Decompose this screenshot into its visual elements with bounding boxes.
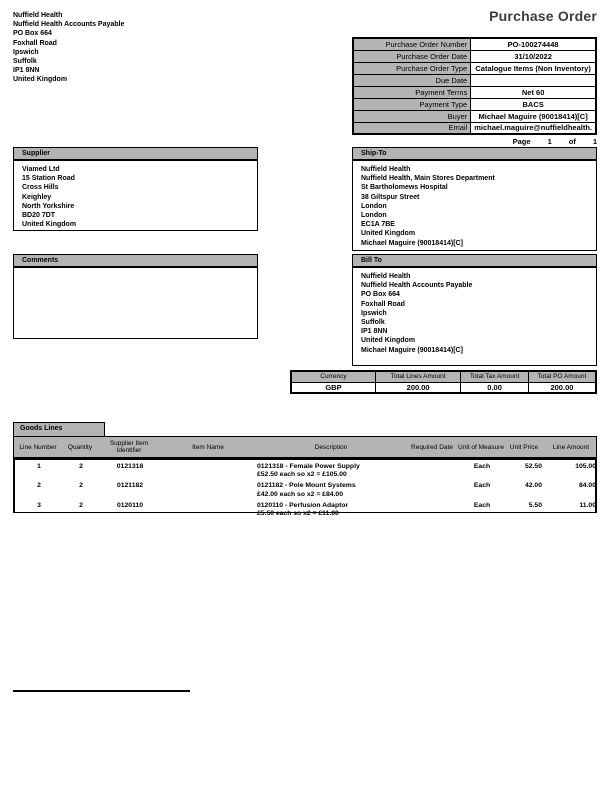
sender-address-line: Nuffield Health <box>13 12 63 19</box>
cell-supplier-item: 0120110 <box>116 501 144 509</box>
table-row <box>353 110 596 122</box>
description-line-2: £52.50 each so x2 = £105.00 <box>257 471 347 479</box>
sender-address-line: Nuffield Health Accounts Payable <box>13 21 125 29</box>
cell-line-number: 2 <box>37 482 41 490</box>
bill-to-address-line: Ipswich <box>361 309 387 317</box>
totals-header-currency: Currency <box>291 371 375 382</box>
ship-to-address-line: Nuffield Health, Main Stores Department <box>361 175 495 183</box>
cell-line-number: 3 <box>37 501 41 509</box>
bill-to-address-line: IP1 8NN <box>361 328 388 336</box>
cell-quantity: 2 <box>79 463 83 470</box>
sender-address-line: United Kingdom <box>13 76 68 84</box>
order-info-value: PO-100274448 <box>471 38 596 50</box>
col-header-supplier-item: Supplier Item Identifier <box>109 440 149 454</box>
sender-address-block <box>13 11 124 85</box>
cell-description <box>257 463 407 479</box>
order-info-label: Purchase Order Type <box>353 62 471 74</box>
table-row <box>353 74 596 86</box>
cell-unit-of-measure: Each <box>473 501 491 509</box>
cell-description <box>257 482 407 498</box>
table-row <box>353 50 596 62</box>
cell-supplier-item: 0121182 <box>116 482 144 490</box>
order-info-label: Buyer <box>353 110 471 122</box>
cell-line-amount: 11.00 <box>579 501 596 509</box>
comments-body <box>13 267 258 339</box>
supplier-address-line: BD20 7DT <box>22 212 56 220</box>
supplier-address-block <box>13 160 258 231</box>
col-header-unit-of-measure: Unit of Measure <box>458 443 504 451</box>
ship-to-panel <box>352 147 597 251</box>
description-line-2: £5.50 each so x2 = £11.00 <box>257 510 339 518</box>
supplier-panel-header: Supplier <box>13 147 258 160</box>
cell-unit-price: 52.50 <box>524 463 542 470</box>
bill-to-panel-header: Bill To <box>352 254 597 267</box>
totals-header-row <box>291 371 596 382</box>
supplier-address-line: North Yorkshire <box>22 202 75 210</box>
totals-currency-value: GBP <box>291 382 375 393</box>
ship-to-address-line: EC1A 7BE <box>361 221 395 229</box>
bill-to-address-line: PO Box 664 <box>361 291 400 299</box>
ship-to-address-line: Michael Maguire (90018414)[C] <box>361 239 463 247</box>
order-info-label: Due Date <box>353 74 471 86</box>
col-header-line-number: Line Number <box>19 443 57 451</box>
page-label: Page <box>512 137 531 146</box>
description-line-2: £42.00 each so x2 = £84.00 <box>257 490 343 498</box>
supplier-panel <box>13 147 258 231</box>
goods-line-row <box>15 501 595 520</box>
of-label: of <box>568 137 576 146</box>
goods-lines-body <box>13 458 597 518</box>
order-info-label: Purchase Order Date <box>353 50 471 62</box>
col-header-description: Description <box>314 443 348 451</box>
sender-address-line: Suffolk <box>13 58 37 66</box>
order-info-value: BACS <box>471 98 596 110</box>
footer-divider <box>13 690 190 692</box>
table-row <box>353 122 596 134</box>
order-info-label: Purchase Order Number <box>353 38 471 50</box>
supplier-address-line: United Kingdom <box>22 221 77 229</box>
bill-to-address-block <box>352 267 597 366</box>
bill-to-address-line: Foxhall Road <box>361 300 405 308</box>
goods-lines-section-label: Goods Lines <box>13 422 105 437</box>
cell-supplier-item: 0121318 <box>116 463 144 470</box>
ship-to-address-line: St Bartholomews Hospital <box>361 184 448 192</box>
ship-to-address-line: Nuffield Health <box>361 166 411 173</box>
page-title: Purchase Order <box>489 8 597 24</box>
cell-unit-of-measure: Each <box>473 463 491 470</box>
cell-unit-price: 5.50 <box>528 501 542 509</box>
order-info-value <box>471 74 596 86</box>
order-info-value: Michael Maguire (90018414)[C] <box>471 110 596 122</box>
table-row <box>353 38 596 50</box>
cell-quantity: 2 <box>79 501 83 509</box>
table-row <box>353 62 596 74</box>
cell-unit-of-measure: Each <box>473 482 491 490</box>
goods-line-row <box>15 481 595 500</box>
page-indicator <box>513 137 597 146</box>
table-row <box>353 98 596 110</box>
supplier-address-line: Keighley <box>22 193 52 201</box>
cell-quantity: 2 <box>79 482 83 490</box>
ship-to-address-line: 38 Giltspur Street <box>361 193 420 201</box>
description-line-1: 0120110 - Perfusion Adaptor <box>257 501 349 509</box>
goods-lines-header-row <box>13 436 597 458</box>
page-number: 1 <box>547 137 552 146</box>
bill-to-address-line: United Kingdom <box>361 337 416 345</box>
bill-to-panel <box>352 254 597 366</box>
order-info-label: Payment Terms <box>353 86 471 98</box>
cell-line-amount: 84.00 <box>578 482 596 490</box>
comments-panel <box>13 254 258 339</box>
ship-to-address-line: London <box>361 202 387 210</box>
goods-line-row <box>15 462 595 481</box>
order-info-value: 31/10/2022 <box>471 50 596 62</box>
sender-address-line: PO Box 664 <box>13 30 52 38</box>
sender-address-line: Ipswich <box>13 48 39 56</box>
totals-table <box>290 370 597 394</box>
order-info-value: Catalogue Items (Non Inventory) <box>471 62 596 74</box>
totals-po-amount-value: 200.00 <box>528 382 596 393</box>
order-info-label: Email <box>353 122 471 134</box>
comments-panel-header: Comments <box>13 254 258 267</box>
cell-unit-price: 42.00 <box>524 482 542 490</box>
sender-address-line: IP1 8NN <box>13 67 40 75</box>
supplier-address-line: 15 Station Road <box>22 175 75 183</box>
col-header-item-name: Item Name <box>192 443 224 451</box>
col-header-line-amount: Line Amount <box>552 443 590 451</box>
supplier-address-line: Viamed Ltd <box>22 166 60 173</box>
description-line-1: 0121318 - Female Power Supply <box>257 463 360 470</box>
totals-value-row <box>291 382 596 393</box>
page-total: 1 <box>592 137 597 146</box>
bill-to-address-line: Nuffield Health <box>361 273 411 280</box>
ship-to-panel-header: Ship-To <box>352 147 597 160</box>
table-row <box>353 86 596 98</box>
cell-line-amount: 105.00 <box>575 463 596 470</box>
totals-header-lines-amount: Total Lines Amount <box>375 371 460 382</box>
ship-to-address-block <box>352 160 597 251</box>
totals-header-po-amount: Total PO Amount <box>528 371 596 382</box>
cell-description <box>257 502 407 518</box>
cell-line-number: 1 <box>37 463 41 470</box>
bill-to-address-line: Nuffield Health Accounts Payable <box>361 282 473 290</box>
totals-lines-amount-value: 200.00 <box>375 382 460 393</box>
order-info-value: michael.maguire@nuffieldhealth. <box>471 122 596 134</box>
order-info-label: Payment Type <box>353 98 471 110</box>
order-info-value: Net 60 <box>471 86 596 98</box>
ship-to-address-line: United Kingdom <box>361 230 416 238</box>
bill-to-address-line: Suffolk <box>361 319 385 327</box>
description-line-1: 0121182 - Pole Mount Systems <box>257 482 356 490</box>
totals-tax-amount-value: 0.00 <box>461 382 529 393</box>
order-info-table <box>352 37 597 135</box>
ship-to-address-line: London <box>361 212 387 220</box>
supplier-address-line: Cross Hills <box>22 184 59 192</box>
bill-to-address-line: Michael Maguire (90018414)[C] <box>361 346 463 354</box>
col-header-required-date: Required Date <box>411 443 453 451</box>
sender-address-line: Foxhall Road <box>13 39 57 47</box>
totals-header-tax-amount: Total Tax Amount <box>461 371 529 382</box>
col-header-quantity: Quantity <box>67 443 93 451</box>
col-header-unit-price: Unit Price <box>509 443 539 451</box>
